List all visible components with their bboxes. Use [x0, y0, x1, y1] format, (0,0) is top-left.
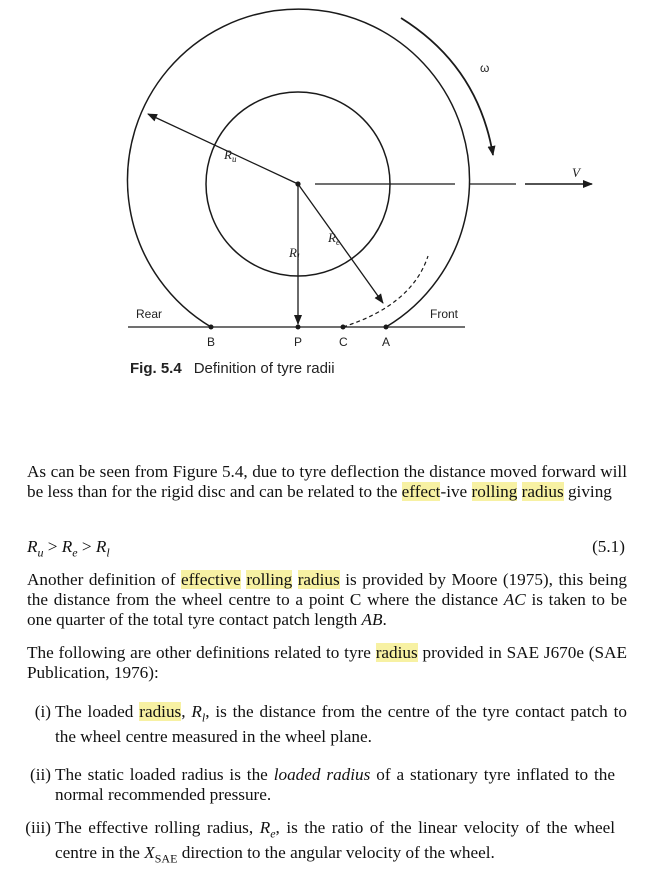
- list-item: (i) The loaded radius, $R_l$, is the distance from the centre of the tyre contact patch to the wheel centre measured in the wheel plane.: [34, 702, 627, 747]
- highlight: rolling: [246, 570, 293, 589]
- ru-arrow: [148, 114, 298, 184]
- point-b-label: B: [207, 335, 216, 349]
- list-marker: (iii): [25, 818, 51, 837]
- list-marker: (i): [34, 702, 51, 721]
- equation-number: (5.1): [592, 537, 625, 556]
- point-c-label: C: [339, 335, 348, 349]
- front-label: Front: [430, 307, 459, 321]
- effective-radius-dashed-arc: [343, 256, 428, 327]
- point-a-label: A: [382, 335, 391, 349]
- re-label: $R_e$: [328, 230, 340, 247]
- point-p-label: P: [294, 335, 303, 349]
- highlight: radius: [297, 570, 340, 589]
- list-marker: (ii): [30, 765, 51, 784]
- rl-label: $R_l$: [289, 245, 300, 262]
- omega-label: ω: [480, 61, 490, 75]
- highlight: effect: [401, 482, 441, 501]
- highlight: rolling: [471, 482, 518, 501]
- list-item: (iii) The effective rolling radius, $R_e$, is the ratio of the linear velocity of the wheel centre in the $X_{SAE}$ direction to the angular velocity of the wheel.: [25, 818, 615, 866]
- point-c-marker: [341, 325, 346, 330]
- highlight: radius: [139, 702, 182, 721]
- figure-caption: [130, 360, 335, 377]
- equation-5-1: $R_u > R_e > R_l$ (5.1): [27, 537, 625, 560]
- ru-label: $R_u$: [224, 147, 237, 164]
- point-a-marker: [384, 325, 389, 330]
- point-p-marker: [296, 325, 301, 330]
- point-b-marker: [209, 325, 214, 330]
- highlight: radius: [375, 643, 418, 662]
- figure-caption-text: Definition of tyre radii: [193, 360, 335, 377]
- highlight: effective: [181, 570, 241, 589]
- list-item: (ii) The static loaded radius is the loaded radius of a stationary tyre inflated to the normal recommended pressure.: [30, 765, 615, 804]
- paragraph-2: Another definition of effective rolling radius is provided by Moore (1975), this being the distance from the wheel centre to a point C where the distance AC is taken to be one quarter of the total tyre contact patch length AB.: [27, 570, 628, 629]
- highlight: radius: [521, 482, 564, 501]
- tyre-radii-diagram: [0, 0, 670, 360]
- rear-label: Rear: [136, 307, 163, 321]
- figure-number: Fig. 5.4: [130, 360, 182, 377]
- rotation-arrow: [401, 18, 493, 155]
- velocity-label: V: [572, 165, 580, 180]
- paragraph-1: As can be seen from Figure 5.4, due to tyre deflection the distance moved forward will be less than for the rigid disc and can be related to the effect-ive rolling radius giving: [27, 462, 627, 501]
- paragraph-3: The following are other definitions related to tyre radius provided in SAE J670e (SAE Publication, 1976):: [27, 643, 627, 682]
- re-arrow: [298, 184, 383, 303]
